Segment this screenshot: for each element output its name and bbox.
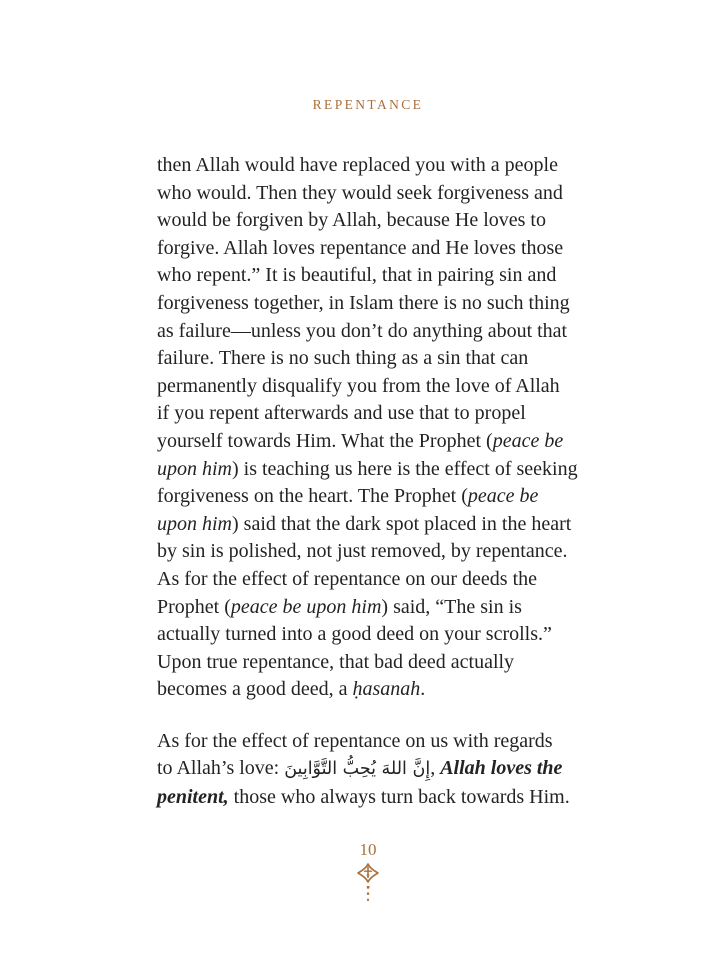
text-run: ) said, “The sin is (381, 595, 522, 618)
text-line (157, 728, 597, 756)
text-line (157, 621, 597, 649)
text-run: permanently disqualify you from the love of Allah (157, 374, 560, 397)
text-run: ) is teaching us here is the effect of seeking (232, 457, 578, 480)
text-line (157, 483, 597, 511)
text-line (157, 180, 597, 208)
text-line (157, 566, 597, 594)
text-run: peace be upon him (230, 595, 382, 618)
body-paragraph (157, 728, 597, 812)
text-line (157, 373, 597, 401)
text-run: by sin is polished, not just removed, by repentance. (157, 540, 568, 563)
text-run: peace be (492, 429, 564, 452)
text-run: as failure—unless you don’t do anything about that (157, 319, 568, 342)
text-run: those who always turn back towards Him. (228, 786, 570, 809)
text-line (157, 538, 597, 566)
text-run: failure. There is no such thing as a sin that can (157, 347, 529, 370)
text-run: penitent, (157, 786, 229, 809)
text-line (157, 345, 597, 373)
text-line (157, 428, 597, 456)
text-run: who would. Then they would seek forgiveness and (157, 181, 563, 204)
text-line (157, 594, 597, 622)
text-line (157, 784, 597, 812)
text-run: ḥasanah (352, 678, 421, 701)
text-line (157, 755, 597, 784)
text-run: to Allah’s love: (157, 757, 285, 780)
text-run: yourself towards Him. What the Prophet ( (157, 429, 493, 452)
arabic-text-run: إِنَّ اللهَ يُحِبُّ التَّوَّابِينَ (284, 759, 431, 780)
text-run: becomes a good deed, a (157, 678, 353, 701)
body-paragraph (157, 152, 597, 704)
text-line (157, 152, 597, 180)
text-line (157, 456, 597, 484)
text-run: As for the effect of repentance on us with regards (157, 729, 553, 752)
text-run: upon him (157, 512, 232, 535)
text-line (157, 262, 597, 290)
text-run: peace be (467, 485, 539, 508)
text-run: As for the effect of repentance on our deeds the (157, 567, 538, 590)
text-line (157, 400, 597, 428)
text-run: then Allah would have replaced you with a people (157, 154, 558, 176)
text-run: Upon true repentance, that bad deed actually (157, 650, 515, 673)
text-run: actually turned into a good deed on your scrolls.” (157, 623, 552, 646)
text-run: Allah loves the (440, 757, 563, 780)
diamond-finial-ornament-icon (355, 862, 381, 913)
text-run: who repent.” It is beautiful, that in pairing sin and (157, 264, 557, 287)
text-run: forgiveness together, in Islam there is no such thing (157, 291, 570, 314)
body-text (157, 152, 597, 812)
text-run: ) said that the dark spot placed in the heart (232, 512, 572, 535)
text-run: , (430, 757, 441, 780)
text-line (157, 290, 597, 318)
page-number: 10 (359, 840, 377, 859)
text-line (157, 676, 597, 704)
text-line (157, 207, 597, 235)
text-run: forgiveness on the heart. The Prophet ( (157, 485, 468, 508)
text-line (157, 511, 597, 539)
page-footer (16, 840, 720, 913)
text-run: upon him (157, 457, 232, 480)
text-run: forgive. Allah loves repentance and He loves those (157, 236, 564, 259)
text-run: Prophet ( (157, 595, 231, 618)
text-line (157, 318, 597, 346)
text-line (157, 649, 597, 677)
text-run: if you repent afterwards and use that to propel (157, 402, 526, 425)
text-run: would be forgiven by Allah, because He loves to (157, 209, 546, 232)
text-line (157, 235, 597, 263)
text-run: . (420, 678, 426, 701)
running-header: REPENTANCE (312, 97, 424, 112)
